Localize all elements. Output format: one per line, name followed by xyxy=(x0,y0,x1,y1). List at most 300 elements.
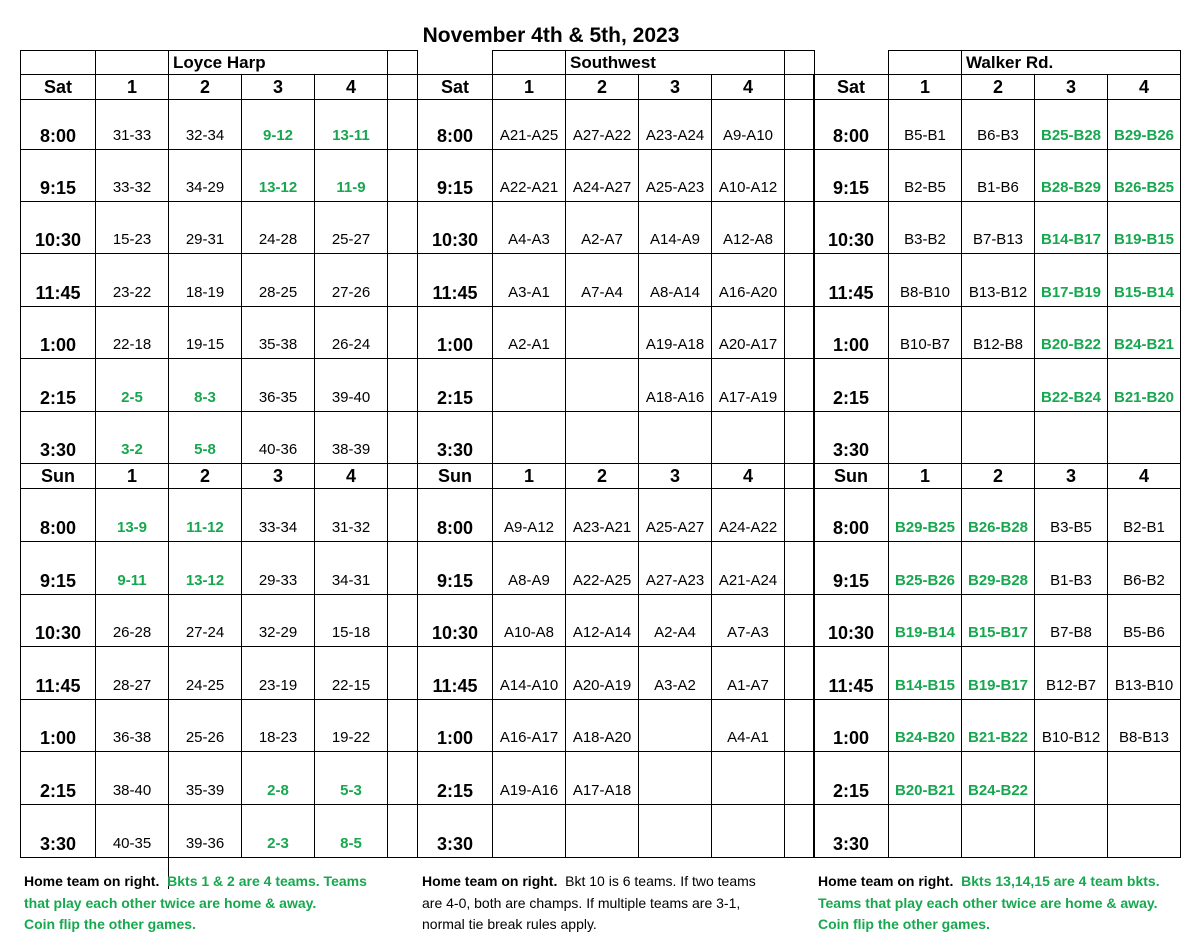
spacer-cell xyxy=(388,489,418,542)
game-matchup: 22-15 xyxy=(315,647,388,700)
time-slot-row xyxy=(21,150,418,202)
time-slot-row xyxy=(21,489,418,542)
time-label: 8:00 xyxy=(814,489,889,542)
field-number: 3 xyxy=(639,464,712,489)
game-matchup: A23-A21 xyxy=(566,489,639,542)
sat-header-row xyxy=(814,75,1181,100)
day-label: Sun xyxy=(814,464,889,489)
time-label: 2:15 xyxy=(418,752,493,805)
game-matchup: 40-36 xyxy=(242,412,315,464)
game-matchup: B22-B24 xyxy=(1035,359,1108,412)
game-matchup: A18-A20 xyxy=(566,700,639,752)
time-label: 10:30 xyxy=(814,202,889,254)
game-matchup xyxy=(889,359,962,412)
venue-header-spacer xyxy=(785,51,815,75)
game-matchup xyxy=(889,412,962,464)
game-matchup: B12-B8 xyxy=(962,307,1035,359)
game-matchup: A24-A27 xyxy=(566,150,639,202)
game-matchup: 27-26 xyxy=(315,254,388,307)
game-matchup: B21-B22 xyxy=(962,700,1035,752)
game-matchup: A16-A17 xyxy=(493,700,566,752)
game-matchup: B20-B21 xyxy=(889,752,962,805)
game-matchup: 2-3 xyxy=(242,805,315,858)
game-matchup: A9-A12 xyxy=(493,489,566,542)
game-matchup xyxy=(639,752,712,805)
spacer-cell xyxy=(785,254,815,307)
game-matchup: B25-B26 xyxy=(889,542,962,595)
game-matchup: A8-A9 xyxy=(493,542,566,595)
game-matchup: B12-B7 xyxy=(1035,647,1108,700)
field-number: 3 xyxy=(1035,75,1108,100)
game-matchup: A3-A2 xyxy=(639,647,712,700)
spacer-cell xyxy=(388,700,418,752)
game-matchup xyxy=(566,412,639,464)
game-matchup: 40-35 xyxy=(96,805,169,858)
time-slot-row xyxy=(814,647,1181,700)
time-slot-row xyxy=(418,100,815,150)
spacer-cell xyxy=(388,150,418,202)
time-slot-row xyxy=(814,307,1181,359)
day-label: Sun xyxy=(21,464,96,489)
game-matchup: 23-22 xyxy=(96,254,169,307)
game-matchup: A3-A1 xyxy=(493,254,566,307)
spacer-cell xyxy=(785,489,815,542)
schedule-table-walker-rd xyxy=(813,50,1181,858)
game-matchup: 5-3 xyxy=(315,752,388,805)
game-matchup: B26-B25 xyxy=(1108,150,1181,202)
field-number: 4 xyxy=(712,464,785,489)
time-label: 1:00 xyxy=(814,700,889,752)
note-line: normal tie break rules apply. xyxy=(422,916,597,932)
spacer-cell xyxy=(388,805,418,858)
time-slot-row xyxy=(21,595,418,647)
spacer-cell xyxy=(785,202,815,254)
sun-header-row xyxy=(21,464,418,489)
field-number: 3 xyxy=(1035,464,1108,489)
time-slot-row xyxy=(418,700,815,752)
note-line: that play each other twice are home & away. xyxy=(24,894,317,911)
game-matchup: 19-15 xyxy=(169,307,242,359)
game-matchup: B2-B5 xyxy=(889,150,962,202)
game-matchup: 5-8 xyxy=(169,412,242,464)
game-matchup: 15-23 xyxy=(96,202,169,254)
field-number: 2 xyxy=(962,75,1035,100)
time-slot-row xyxy=(21,700,418,752)
day-label: Sat xyxy=(418,75,493,100)
game-matchup: A24-A22 xyxy=(712,489,785,542)
game-matchup: B7-B13 xyxy=(962,202,1035,254)
note-bracket-info: Bkts 1 & 2 are 4 teams. Teams xyxy=(167,873,367,889)
game-matchup: B17-B19 xyxy=(1035,254,1108,307)
time-label: 2:15 xyxy=(814,359,889,412)
spacer-cell xyxy=(388,647,418,700)
game-matchup: 36-35 xyxy=(242,359,315,412)
game-matchup xyxy=(493,805,566,858)
game-matchup xyxy=(566,307,639,359)
game-matchup: 34-29 xyxy=(169,150,242,202)
game-matchup: A22-A25 xyxy=(566,542,639,595)
time-slot-row xyxy=(21,100,418,150)
spacer-cell xyxy=(785,307,815,359)
time-label: 9:15 xyxy=(21,542,96,595)
field-number: 1 xyxy=(889,75,962,100)
time-label: 11:45 xyxy=(21,647,96,700)
game-matchup: 25-26 xyxy=(169,700,242,752)
day-label: Sun xyxy=(418,464,493,489)
time-slot-row xyxy=(418,150,815,202)
game-matchup xyxy=(566,805,639,858)
venue-header-blank xyxy=(493,51,566,75)
time-label: 11:45 xyxy=(21,254,96,307)
venue-name: Southwest xyxy=(566,51,785,75)
game-matchup: A20-A19 xyxy=(566,647,639,700)
game-matchup: B15-B17 xyxy=(962,595,1035,647)
game-matchup: B5-B6 xyxy=(1108,595,1181,647)
game-matchup: A22-A21 xyxy=(493,150,566,202)
game-matchup: B19-B17 xyxy=(962,647,1035,700)
game-matchup: 2-5 xyxy=(96,359,169,412)
spacer-cell xyxy=(388,359,418,412)
sat-header-row xyxy=(418,75,815,100)
time-label: 10:30 xyxy=(418,202,493,254)
game-matchup: B1-B6 xyxy=(962,150,1035,202)
game-matchup xyxy=(962,359,1035,412)
time-slot-row xyxy=(418,752,815,805)
game-matchup: 39-36 xyxy=(169,805,242,858)
time-label: 9:15 xyxy=(814,542,889,595)
spacer-cell xyxy=(388,595,418,647)
spacer-cell xyxy=(785,752,815,805)
note-bracket-info: Bkts 13,14,15 are 4 team bkts. xyxy=(961,873,1160,889)
time-label: 1:00 xyxy=(418,700,493,752)
game-matchup: B29-B26 xyxy=(1108,100,1181,150)
sat-header-row xyxy=(21,75,418,100)
game-matchup: B10-B12 xyxy=(1035,700,1108,752)
field-number: 4 xyxy=(1108,75,1181,100)
game-matchup: B24-B21 xyxy=(1108,307,1181,359)
game-matchup xyxy=(639,805,712,858)
venue-header-spacer xyxy=(21,51,96,75)
game-matchup: 27-24 xyxy=(169,595,242,647)
game-matchup: 29-31 xyxy=(169,202,242,254)
game-matchup: 33-34 xyxy=(242,489,315,542)
game-matchup: 31-32 xyxy=(315,489,388,542)
game-matchup: 2-8 xyxy=(242,752,315,805)
note-southwest xyxy=(422,871,802,936)
field-number: 2 xyxy=(566,464,639,489)
time-label: 1:00 xyxy=(21,307,96,359)
game-matchup: B6-B3 xyxy=(962,100,1035,150)
spacer-cell xyxy=(785,150,815,202)
game-matchup: A1-A7 xyxy=(712,647,785,700)
game-matchup: 28-25 xyxy=(242,254,315,307)
note-walker-rd xyxy=(818,871,1188,936)
time-label: 8:00 xyxy=(418,489,493,542)
note-line: Coin flip the other games. xyxy=(818,916,990,932)
game-matchup: B20-B22 xyxy=(1035,307,1108,359)
game-matchup: 22-18 xyxy=(96,307,169,359)
venue-name: Loyce Harp xyxy=(169,51,388,75)
game-matchup: A12-A8 xyxy=(712,202,785,254)
time-label: 1:00 xyxy=(418,307,493,359)
game-matchup: A12-A14 xyxy=(566,595,639,647)
note-line: are 4-0, both are champs. If multiple teams are 3-1, xyxy=(422,894,741,911)
time-slot-row xyxy=(418,359,815,412)
time-label: 8:00 xyxy=(21,489,96,542)
time-label: 2:15 xyxy=(21,752,96,805)
game-matchup: A2-A1 xyxy=(493,307,566,359)
field-number: 1 xyxy=(493,75,566,100)
spacer-cell xyxy=(785,595,815,647)
game-matchup: 11-9 xyxy=(315,150,388,202)
game-matchup xyxy=(712,805,785,858)
game-matchup: 13-12 xyxy=(169,542,242,595)
field-number: 2 xyxy=(566,75,639,100)
game-matchup: 15-18 xyxy=(315,595,388,647)
spacer-cell xyxy=(388,542,418,595)
time-slot-row xyxy=(814,700,1181,752)
game-matchup: A25-A23 xyxy=(639,150,712,202)
time-slot-row xyxy=(418,595,815,647)
field-number: 4 xyxy=(712,75,785,100)
time-label: 2:15 xyxy=(814,752,889,805)
spacer-cell xyxy=(785,359,815,412)
spacer-cell xyxy=(785,542,815,595)
game-matchup: B1-B3 xyxy=(1035,542,1108,595)
game-matchup xyxy=(1108,412,1181,464)
game-matchup: B28-B29 xyxy=(1035,150,1108,202)
game-matchup xyxy=(962,412,1035,464)
game-matchup: A2-A7 xyxy=(566,202,639,254)
note-loyce-harp xyxy=(24,871,394,936)
time-slot-row xyxy=(21,412,418,464)
spacer-cell xyxy=(388,202,418,254)
game-matchup: 23-19 xyxy=(242,647,315,700)
field-number: 4 xyxy=(315,75,388,100)
time-slot-row xyxy=(814,254,1181,307)
game-matchup: B29-B28 xyxy=(962,542,1035,595)
field-number: 1 xyxy=(96,75,169,100)
game-matchup: A27-A23 xyxy=(639,542,712,595)
time-label: 11:45 xyxy=(814,647,889,700)
field-number: 2 xyxy=(962,464,1035,489)
time-slot-row xyxy=(418,489,815,542)
venue-header-spacer xyxy=(388,51,418,75)
game-matchup: 33-32 xyxy=(96,150,169,202)
spacer-cell xyxy=(388,464,418,489)
time-label: 9:15 xyxy=(418,150,493,202)
field-number: 1 xyxy=(889,464,962,489)
game-matchup: B2-B1 xyxy=(1108,489,1181,542)
game-matchup xyxy=(639,412,712,464)
game-matchup: B24-B22 xyxy=(962,752,1035,805)
game-matchup: B13-B12 xyxy=(962,254,1035,307)
venue-header-blank xyxy=(96,51,169,75)
game-matchup: A17-A18 xyxy=(566,752,639,805)
spacer-cell xyxy=(785,805,815,858)
game-matchup: A9-A10 xyxy=(712,100,785,150)
game-matchup: B26-B28 xyxy=(962,489,1035,542)
time-slot-row xyxy=(21,359,418,412)
time-label: 9:15 xyxy=(418,542,493,595)
spacer-cell xyxy=(388,254,418,307)
time-slot-row xyxy=(21,752,418,805)
time-label: 11:45 xyxy=(814,254,889,307)
game-matchup: A27-A22 xyxy=(566,100,639,150)
game-matchup: A20-A17 xyxy=(712,307,785,359)
game-matchup: 26-24 xyxy=(315,307,388,359)
game-matchup xyxy=(1035,805,1108,858)
time-label: 1:00 xyxy=(814,307,889,359)
venue-header-blank xyxy=(889,51,962,75)
field-number: 4 xyxy=(1108,464,1181,489)
field-number: 3 xyxy=(242,75,315,100)
game-matchup: 39-40 xyxy=(315,359,388,412)
game-matchup: 18-23 xyxy=(242,700,315,752)
time-slot-row xyxy=(21,307,418,359)
game-matchup: 19-22 xyxy=(315,700,388,752)
game-matchup: B14-B15 xyxy=(889,647,962,700)
time-slot-row xyxy=(418,202,815,254)
game-matchup: B21-B20 xyxy=(1108,359,1181,412)
game-matchup: 13-9 xyxy=(96,489,169,542)
game-matchup: A19-A18 xyxy=(639,307,712,359)
spacer-cell xyxy=(388,752,418,805)
game-matchup: 8-5 xyxy=(315,805,388,858)
game-matchup: A14-A10 xyxy=(493,647,566,700)
time-slot-row xyxy=(814,202,1181,254)
time-slot-row xyxy=(814,150,1181,202)
day-label: Sat xyxy=(21,75,96,100)
game-matchup: A19-A16 xyxy=(493,752,566,805)
field-number: 1 xyxy=(96,464,169,489)
game-matchup: 32-34 xyxy=(169,100,242,150)
game-matchup: A17-A19 xyxy=(712,359,785,412)
time-slot-row xyxy=(814,542,1181,595)
field-number: 2 xyxy=(169,75,242,100)
time-label: 8:00 xyxy=(814,100,889,150)
time-label: 11:45 xyxy=(418,647,493,700)
time-label: 9:15 xyxy=(21,150,96,202)
schedule-table-southwest xyxy=(417,50,815,858)
time-slot-row xyxy=(418,647,815,700)
game-matchup: A7-A4 xyxy=(566,254,639,307)
game-matchup: B3-B5 xyxy=(1035,489,1108,542)
time-slot-row xyxy=(814,412,1181,464)
game-matchup: A4-A1 xyxy=(712,700,785,752)
time-label: 3:30 xyxy=(21,805,96,858)
game-matchup: A2-A4 xyxy=(639,595,712,647)
game-matchup: B8-B13 xyxy=(1108,700,1181,752)
time-label: 10:30 xyxy=(21,595,96,647)
spacer-cell xyxy=(388,75,418,100)
game-matchup xyxy=(493,359,566,412)
game-matchup: 9-12 xyxy=(242,100,315,150)
game-matchup: B25-B28 xyxy=(1035,100,1108,150)
time-slot-row xyxy=(21,805,418,858)
time-slot-row xyxy=(814,489,1181,542)
game-matchup: A4-A3 xyxy=(493,202,566,254)
venue-header-row xyxy=(418,51,815,75)
game-matchup: A21-A24 xyxy=(712,542,785,595)
time-slot-row xyxy=(814,805,1181,858)
game-matchup: 24-28 xyxy=(242,202,315,254)
time-slot-row xyxy=(21,254,418,307)
spacer-cell xyxy=(785,412,815,464)
time-label: 3:30 xyxy=(814,805,889,858)
game-matchup: B7-B8 xyxy=(1035,595,1108,647)
game-matchup xyxy=(1035,752,1108,805)
game-matchup xyxy=(1108,805,1181,858)
time-label: 2:15 xyxy=(418,359,493,412)
game-matchup: B24-B20 xyxy=(889,700,962,752)
game-matchup: B5-B1 xyxy=(889,100,962,150)
time-slot-row xyxy=(21,202,418,254)
schedule-table-loyce-harp xyxy=(20,50,418,858)
game-matchup: 8-3 xyxy=(169,359,242,412)
time-slot-row xyxy=(418,307,815,359)
time-slot-row xyxy=(418,542,815,595)
field-number: 2 xyxy=(169,464,242,489)
spacer-cell xyxy=(785,700,815,752)
game-matchup: B10-B7 xyxy=(889,307,962,359)
game-matchup: 28-27 xyxy=(96,647,169,700)
time-label: 8:00 xyxy=(21,100,96,150)
game-matchup: A10-A12 xyxy=(712,150,785,202)
game-matchup: 3-2 xyxy=(96,412,169,464)
spacer-cell xyxy=(785,464,815,489)
time-slot-row xyxy=(418,412,815,464)
time-slot-row xyxy=(418,254,815,307)
time-label: 11:45 xyxy=(418,254,493,307)
game-matchup: B3-B2 xyxy=(889,202,962,254)
game-matchup: A18-A16 xyxy=(639,359,712,412)
game-matchup xyxy=(566,359,639,412)
game-matchup: 26-28 xyxy=(96,595,169,647)
time-label: 10:30 xyxy=(418,595,493,647)
game-matchup: 13-12 xyxy=(242,150,315,202)
game-matchup xyxy=(1108,752,1181,805)
game-matchup xyxy=(712,752,785,805)
game-matchup: B14-B17 xyxy=(1035,202,1108,254)
game-matchup: A16-A20 xyxy=(712,254,785,307)
note-bracket-info: Bkt 10 is 6 teams. If two teams xyxy=(565,873,756,889)
spacer-cell xyxy=(785,100,815,150)
game-matchup: 24-25 xyxy=(169,647,242,700)
game-matchup: 29-33 xyxy=(242,542,315,595)
game-matchup: 11-12 xyxy=(169,489,242,542)
game-matchup: A21-A25 xyxy=(493,100,566,150)
time-slot-row xyxy=(814,359,1181,412)
game-matchup: 35-39 xyxy=(169,752,242,805)
page-title: November 4th & 5th, 2023 xyxy=(422,24,680,47)
field-number: 3 xyxy=(639,75,712,100)
time-label: 3:30 xyxy=(814,412,889,464)
game-matchup: 25-27 xyxy=(315,202,388,254)
venue-header-row xyxy=(814,51,1181,75)
sun-header-row xyxy=(814,464,1181,489)
spacer-cell xyxy=(388,307,418,359)
time-slot-row xyxy=(814,595,1181,647)
game-matchup: 9-11 xyxy=(96,542,169,595)
venue-header-spacer xyxy=(418,51,493,75)
venue-name: Walker Rd. xyxy=(962,51,1181,75)
spacer-cell xyxy=(388,100,418,150)
time-slot-row xyxy=(21,647,418,700)
game-matchup xyxy=(1035,412,1108,464)
time-label: 3:30 xyxy=(21,412,96,464)
time-label: 9:15 xyxy=(814,150,889,202)
